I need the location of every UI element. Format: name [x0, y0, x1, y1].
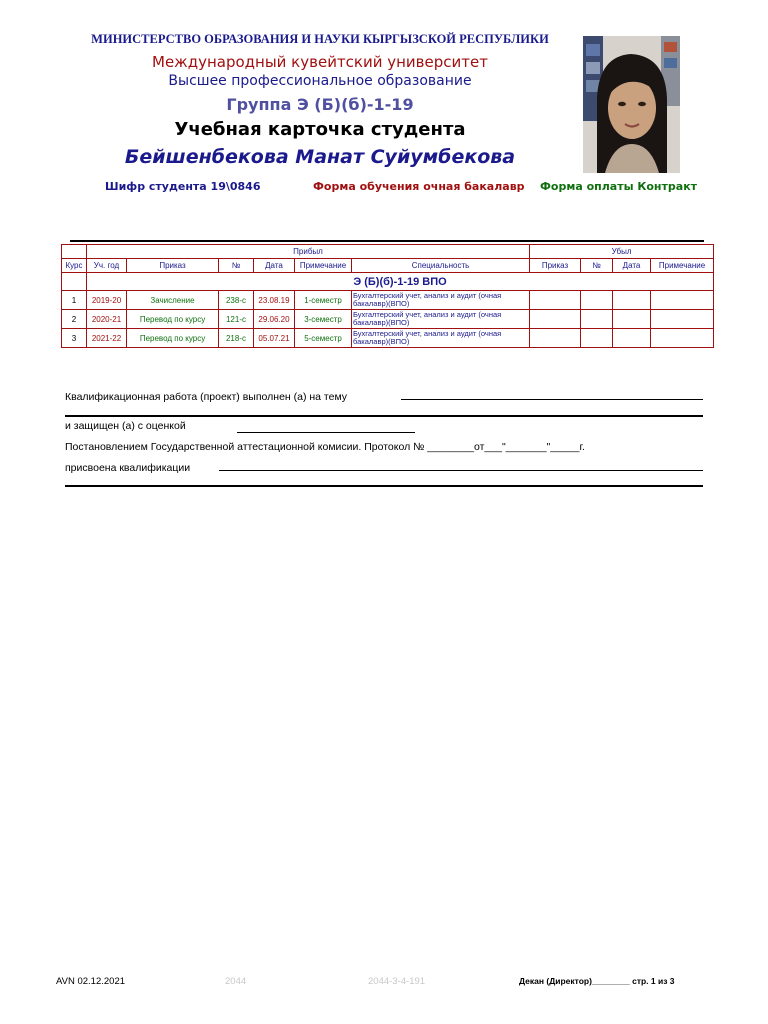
cell-leave-number: [581, 291, 613, 310]
cell-course: 1: [62, 291, 87, 310]
student-photo: [583, 36, 680, 173]
payment-form: Форма оплаты Контракт: [540, 180, 698, 193]
table-row: [62, 329, 714, 348]
table-row: [62, 310, 714, 329]
cell-note: 3-семестр: [295, 310, 352, 329]
cell-specialty: Бухгалтерский учет, анализ и аудит (очная бакалавр)(ВПО): [352, 329, 530, 348]
cell-leave-number: [581, 310, 613, 329]
col-leave-date: Дата: [613, 259, 651, 273]
education-level: Высшее профессиональное образование: [168, 73, 472, 89]
university-name: Международный кувейтский университет: [152, 53, 488, 71]
cell-leave-date: [613, 291, 651, 310]
footer-dean-page: Декан (Директор)________ стр. 1 из 3: [519, 976, 675, 986]
col-specialty: Специальность: [352, 259, 530, 273]
qualification-line: [219, 470, 703, 471]
col-leave-note: Примечание: [651, 259, 714, 273]
qualification-line-2: [65, 485, 703, 487]
group-row-spacer: [62, 273, 87, 291]
ministry-title: МИНИСТЕРСТВО ОБРАЗОВАНИЯ И НАУКИ КЫРГЫЗСКОЙ РЕСПУБЛИКИ: [91, 32, 549, 46]
portrait-image: [583, 36, 680, 173]
cell-leave-order: [530, 291, 581, 310]
cell-year: 2019-20: [87, 291, 127, 310]
departure-header: Убыл: [530, 245, 714, 259]
cell-year: 2021-22: [87, 329, 127, 348]
col-leave-number: №: [581, 259, 613, 273]
footer-code-1: 2044: [225, 976, 247, 987]
grade-line: [237, 432, 415, 433]
cell-leave-note: [651, 329, 714, 348]
table-row: [62, 291, 714, 310]
cell-date: 05.07.21: [254, 329, 295, 348]
cell-leave-number: [581, 329, 613, 348]
assigned-label: присвоена квалификации: [65, 462, 191, 474]
cell-date: 29.06.20: [254, 310, 295, 329]
col-leave-order: Приказ: [530, 259, 581, 273]
cell-order: Перевод по курсу: [127, 310, 219, 329]
group-row: Э (Б)(б)-1-19 ВПО: [87, 273, 714, 291]
cell-number: 218-с: [219, 329, 254, 348]
cell-specialty: Бухгалтерский учет, анализ и аудит (очная бакалавр)(ВПО): [352, 291, 530, 310]
cell-leave-order: [530, 310, 581, 329]
cell-year: 2020-21: [87, 310, 127, 329]
footer-avn-date: AVN 02.12.2021: [56, 976, 126, 987]
col-order: Приказ: [127, 259, 219, 273]
col-course: Курс: [62, 259, 87, 273]
col-year: Уч. год: [87, 259, 127, 273]
group-title: Группа Э (Б)(б)-1-19: [226, 95, 414, 114]
student-code: Шифр студента 19\0846: [105, 180, 261, 193]
col-note: Примечание: [295, 259, 352, 273]
card-title: Учебная карточка студента: [174, 119, 466, 140]
protocol-text: Постановлением Государственной аттестационной комисии. Протокол № ________от___"_______"_____г.: [65, 441, 585, 453]
cell-leave-note: [651, 310, 714, 329]
footer-code-2: 2044-3-4-191: [368, 976, 426, 987]
arrival-header: Прибыл: [87, 245, 530, 259]
col-number: №: [219, 259, 254, 273]
cell-date: 23.08.19: [254, 291, 295, 310]
cell-leave-order: [530, 329, 581, 348]
cell-number: 121-с: [219, 310, 254, 329]
cell-course: 2: [62, 310, 87, 329]
header-spacer: [62, 245, 87, 259]
thesis-label: Квалификационная работа (проект) выполнен (а) на тему: [65, 391, 348, 403]
col-date: Дата: [254, 259, 295, 273]
student-name: Бейшенбекова Манат Суйумбекова: [124, 146, 516, 168]
cell-course: 3: [62, 329, 87, 348]
header-separator: [70, 240, 704, 242]
cell-leave-note: [651, 291, 714, 310]
cell-note: 1-семестр: [295, 291, 352, 310]
cell-order: Зачисление: [127, 291, 219, 310]
thesis-topic-line: [401, 399, 703, 400]
cell-order: Перевод по курсу: [127, 329, 219, 348]
study-record-table: [61, 244, 714, 348]
defended-label: и защищен (а) с оценкой: [65, 420, 186, 432]
thesis-line-2: [65, 415, 703, 417]
cell-leave-date: [613, 329, 651, 348]
cell-note: 5-семестр: [295, 329, 352, 348]
cell-number: 238-с: [219, 291, 254, 310]
cell-specialty: Бухгалтерский учет, анализ и аудит (очная бакалавр)(ВПО): [352, 310, 530, 329]
study-form: Форма обучения очная бакалавр: [313, 180, 525, 193]
cell-leave-date: [613, 310, 651, 329]
